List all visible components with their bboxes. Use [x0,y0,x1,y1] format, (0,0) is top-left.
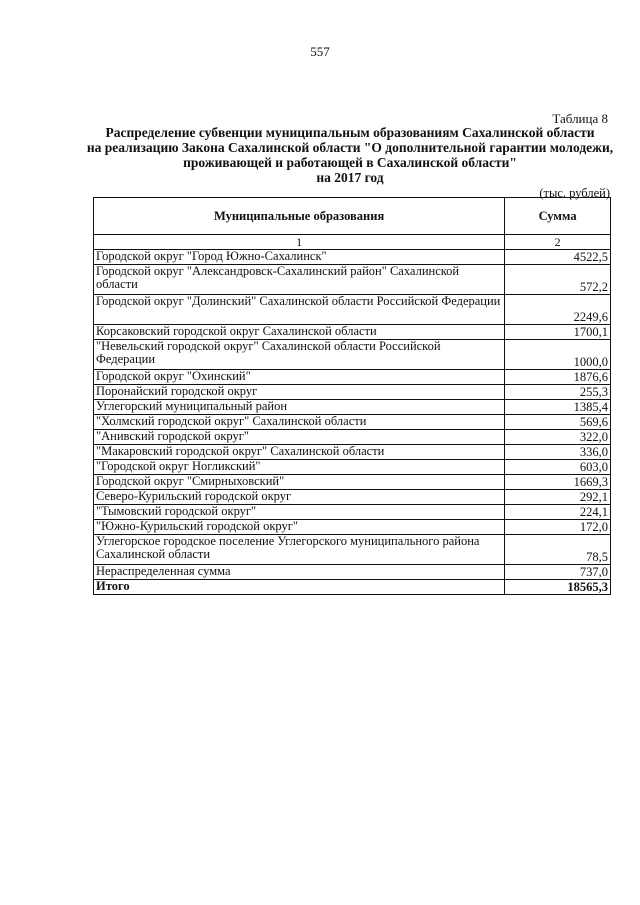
sum-cell: 1000,0 [505,340,611,370]
municipality-name-cell: Поронайский городской округ [94,385,505,400]
sum-cell: 4522,5 [505,250,611,265]
subvention-table [93,197,611,595]
table-row [94,505,611,520]
table-body [94,235,611,595]
column-number: 2 [505,235,611,250]
title-line: на реализацию Закона Сахалинской области "О дополнительной гарантии молодежи, [86,140,614,155]
municipality-name-cell: "Анивский городской округ" [94,430,505,445]
table-row [94,295,611,325]
column-number-row [94,235,611,250]
municipality-name-cell: Углегорский муниципальный район [94,400,505,415]
page-number: 557 [310,44,330,59]
sum-cell: 2249,6 [505,295,611,325]
municipality-name-cell: "Невельский городской округ" Сахалинской области Российской Федерации [94,340,505,370]
sum-cell: 1876,6 [505,370,611,385]
municipality-name-cell: "Городской округ Ногликский" [94,460,505,475]
municipality-name-cell: Корсаковский городской округ Сахалинской области [94,325,505,340]
municipality-name-cell: "Южно-Курильский городской округ" [94,520,505,535]
table-row [94,400,611,415]
sum-cell: 569,6 [505,415,611,430]
table-row [94,325,611,340]
table-row [94,445,611,460]
sum-cell: 78,5 [505,535,611,565]
column-header-sum: Сумма [505,198,611,235]
table-row [94,385,611,400]
document-title [80,125,620,185]
sum-cell: 1669,3 [505,475,611,490]
table-row [94,370,611,385]
table-row [94,460,611,475]
sum-cell: 336,0 [505,445,611,460]
municipality-name-cell: Городской округ "Охинский" [94,370,505,385]
table-row [94,265,611,295]
title-line: Распределение субвенции муниципальным образованиям Сахалинской области [105,125,595,140]
sum-cell: 322,0 [505,430,611,445]
table-header-row [94,198,611,235]
title-line: на 2017 год [316,170,384,185]
municipality-name-cell: Северо-Курильский городской округ [94,490,505,505]
municipality-name-cell: "Тымовский городской округ" [94,505,505,520]
column-header-municipality: Муниципальные образования [94,198,505,235]
municipality-name-cell: Углегорское городское поселение Углегорского муниципального района Сахалинской области [94,535,505,565]
table-row [94,340,611,370]
municipality-name-cell: Нераспределенная сумма [94,565,505,580]
sum-cell: 172,0 [505,520,611,535]
table-row [94,475,611,490]
column-number: 1 [94,235,505,250]
table-row [94,565,611,580]
title-line: проживающей и работающей в Сахалинской области" [183,155,517,170]
sum-cell: 224,1 [505,505,611,520]
sum-cell: 1700,1 [505,325,611,340]
sum-cell: 255,3 [505,385,611,400]
table-row [94,430,611,445]
table-row [94,415,611,430]
table-row [94,490,611,505]
municipality-name-cell: "Холмский городской округ" Сахалинской области [94,415,505,430]
municipality-name-cell: "Макаровский городской округ" Сахалинской области [94,445,505,460]
sum-cell: 292,1 [505,490,611,505]
sum-cell: 737,0 [505,565,611,580]
municipality-name-cell: Городской округ "Долинский" Сахалинской области Российской Федерации [94,295,505,325]
sum-cell: 603,0 [505,460,611,475]
table-row [94,520,611,535]
table-label: Таблица 8 [552,111,608,126]
municipality-name-cell: Городской округ "Александровск-Сахалинский район" Сахалинской области [94,265,505,295]
sum-cell: 1385,4 [505,400,611,415]
sum-cell: 572,2 [505,265,611,295]
units-label: (тыс. рублей) [539,186,610,200]
municipality-name-cell: Городской округ "Смирныховский" [94,475,505,490]
total-label: Итого [94,580,505,595]
table-row [94,535,611,565]
table-row [94,250,611,265]
total-row [94,580,611,595]
municipality-name-cell: Городской округ "Город Южно-Сахалинск" [94,250,505,265]
total-sum: 18565,3 [505,580,611,595]
